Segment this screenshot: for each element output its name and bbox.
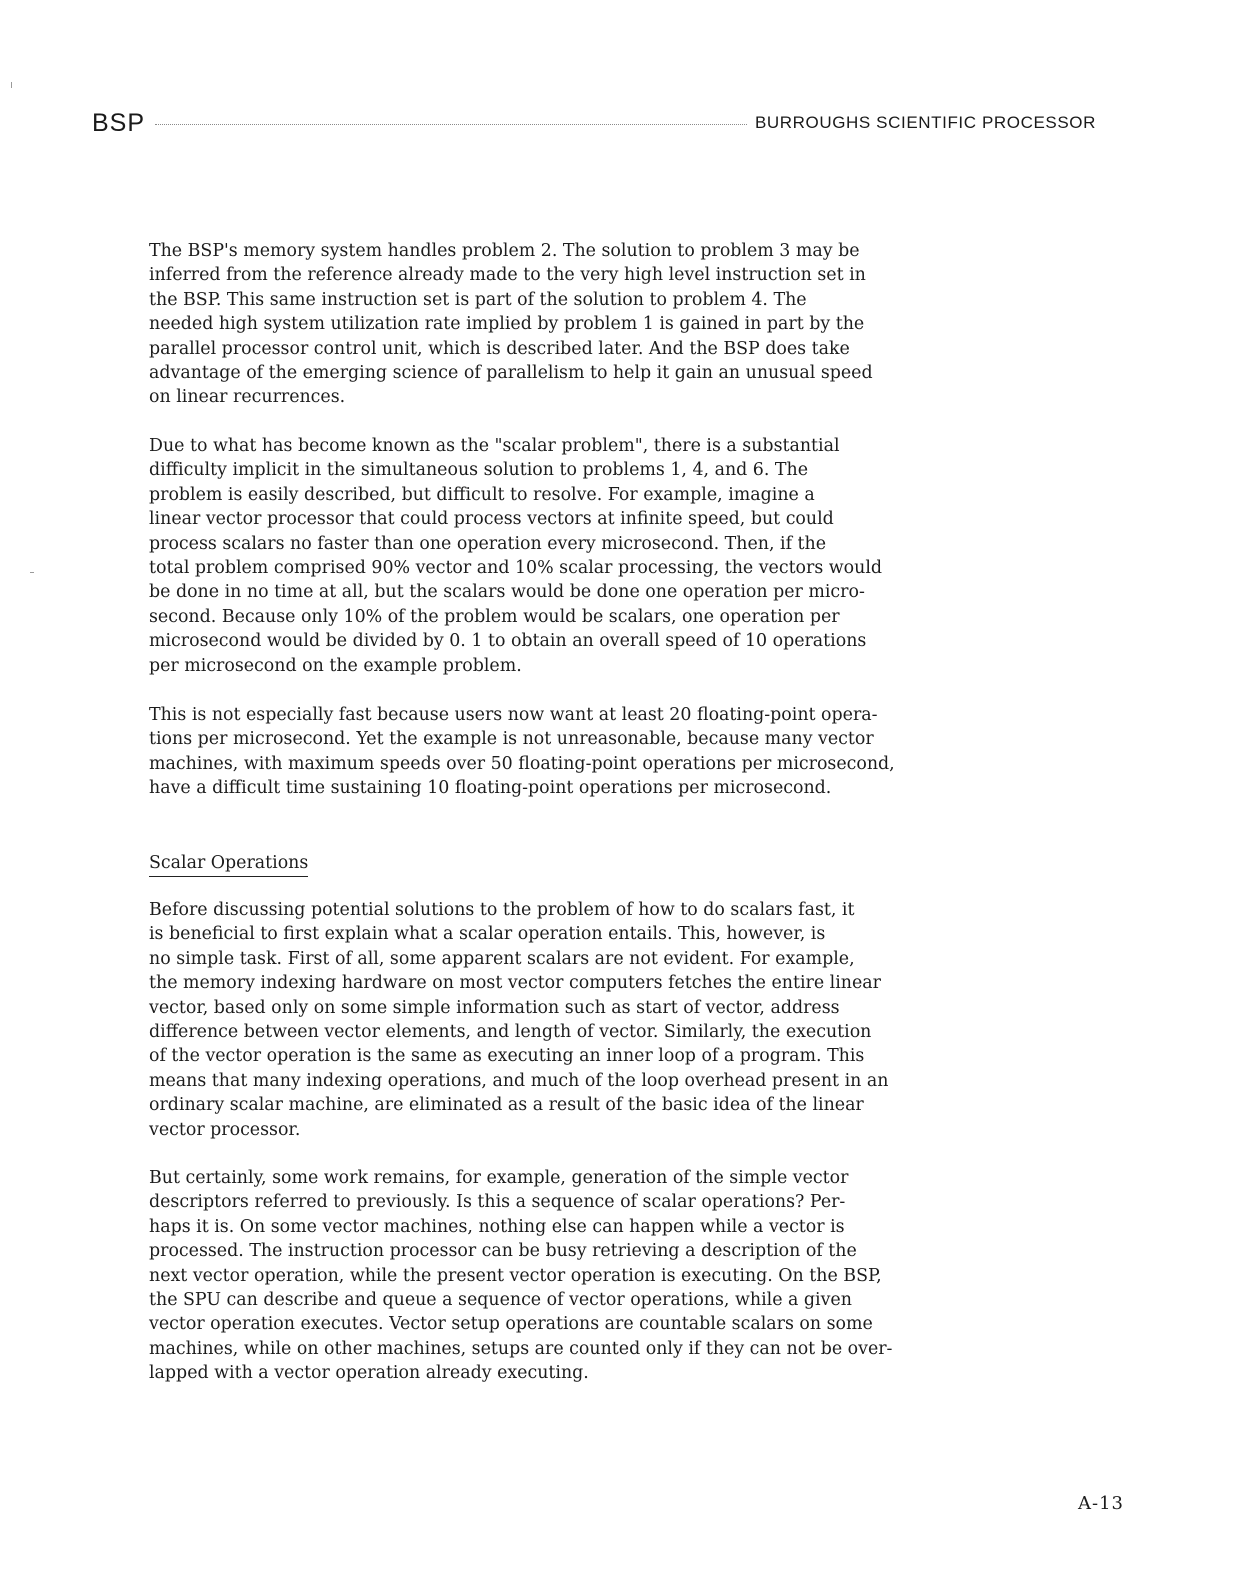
paragraph-line: the BSP. This same instruction set is part of the solution to problem 4. The [149, 289, 807, 310]
paragraph-line: inferred from the reference already made to the very high level instruction set in [149, 265, 866, 286]
paragraph-line: per microsecond on the example problem. [149, 655, 522, 676]
paragraph-line: the memory indexing hardware on most vector computers fetches the entire linear [149, 973, 881, 994]
paragraph-line: The BSP's memory system handles problem 2. The solution to problem 3 may be [149, 241, 860, 261]
paragraph-line: microsecond would be divided by 0. 1 to obtain an overall speed of 10 operations [149, 631, 867, 652]
paragraph-line: have a difficult time sustaining 10 floating-point operations per microsecond. [149, 778, 832, 799]
paragraph-line: processed. The instruction processor can be busy retrieving a description of the [149, 1241, 857, 1262]
paragraph-line: of the vector operation is the same as executing an inner loop of a program. This [149, 1046, 865, 1067]
page-number: A-13 [1078, 1493, 1124, 1514]
paragraph-3 [149, 703, 1059, 801]
running-header [92, 106, 1096, 140]
header-divider [155, 124, 747, 125]
paragraph-line: descriptors referred to previously. Is this a sequence of scalar operations? Per- [149, 1192, 846, 1213]
paragraph-line: no simple task. First of all, some apparent scalars are not evident. For example, [149, 948, 855, 969]
paragraph-line: Before discussing potential solutions to the problem of how to do scalars fast, it [149, 900, 855, 920]
paragraph-line: machines, while on other machines, setups are counted only if they can not be over- [149, 1338, 893, 1359]
section-heading: Scalar Operations [149, 851, 308, 877]
paragraph-line: machines, with maximum speeds over 50 floating-point operations per microsecond, [149, 753, 895, 774]
paragraph-line: needed high system utilization rate implied by problem 1 is gained in part by the [149, 314, 865, 335]
paragraph-line: process scalars no faster than one operation every microsecond. Then, if the [149, 533, 827, 554]
paragraph-line: parallel processor control unit, which is described later. And the BSP does take [149, 338, 850, 359]
paragraph-line: advantage of the emerging science of parallelism to help it gain an unusual speed [149, 363, 873, 384]
paragraph-1 [149, 239, 1059, 410]
paragraph-line: be done in no time at all, but the scalars would be done one operation per micro- [149, 582, 865, 603]
section-paragraph-2 [149, 1166, 1059, 1386]
paragraph-line: vector processor. [149, 1119, 301, 1140]
header-short-title: BSP [92, 108, 146, 137]
paragraph-line: vector operation executes. Vector setup operations are countable scalars on some [149, 1314, 873, 1335]
paragraph-line: means that many indexing operations, and much of the loop overhead present in an [149, 1070, 889, 1091]
paragraph-line: problem is easily described, but difficult to resolve. For example, imagine a [149, 484, 815, 505]
paragraph-line: total problem comprised 90% vector and 10% scalar processing, the vectors would [149, 558, 883, 579]
scan-mark [11, 82, 12, 88]
section-paragraph-1 [149, 898, 1059, 1142]
paragraph-line: second. Because only 10% of the problem would be scalars, one operation per [149, 606, 840, 627]
paragraph-line: is beneficial to first explain what a scalar operation entails. This, however, is [149, 924, 826, 945]
paragraph-line: But certainly, some work remains, for example, generation of the simple vector [149, 1168, 849, 1188]
paragraph-line: ordinary scalar machine, are eliminated as a result of the basic idea of the linear [149, 1095, 864, 1116]
paragraph-line: vector, based only on some simple information such as start of vector, address [149, 997, 840, 1018]
paragraph-line: difficulty implicit in the simultaneous solution to problems 1, 4, and 6. The [149, 460, 809, 481]
scan-mark [30, 572, 34, 573]
paragraph-line: difference between vector elements, and length of vector. Similarly, the execution [149, 1022, 872, 1043]
paragraph-line: haps it is. On some vector machines, nothing else can happen while a vector is [149, 1216, 845, 1237]
paragraph-line: tions per microsecond. Yet the example is not unreasonable, because many vector [149, 729, 874, 750]
paragraph-line: Due to what has become known as the "scalar problem", there is a substantial [149, 436, 840, 456]
paragraph-line: the SPU can describe and queue a sequence of vector operations, while a given [149, 1290, 852, 1311]
header-full-title: BURROUGHS SCIENTIFIC PROCESSOR [754, 113, 1096, 132]
paragraph-line: on linear recurrences. [149, 387, 346, 408]
paragraph-line: lapped with a vector operation already executing. [149, 1363, 589, 1384]
paragraph-2 [149, 434, 1059, 678]
paragraph-line: This is not especially fast because users now want at least 20 floating-point opera- [149, 705, 878, 725]
paragraph-line: linear vector processor that could process vectors at infinite speed, but could [149, 509, 834, 530]
paragraph-line: next vector operation, while the present vector operation is executing. On the BSP, [149, 1265, 882, 1286]
